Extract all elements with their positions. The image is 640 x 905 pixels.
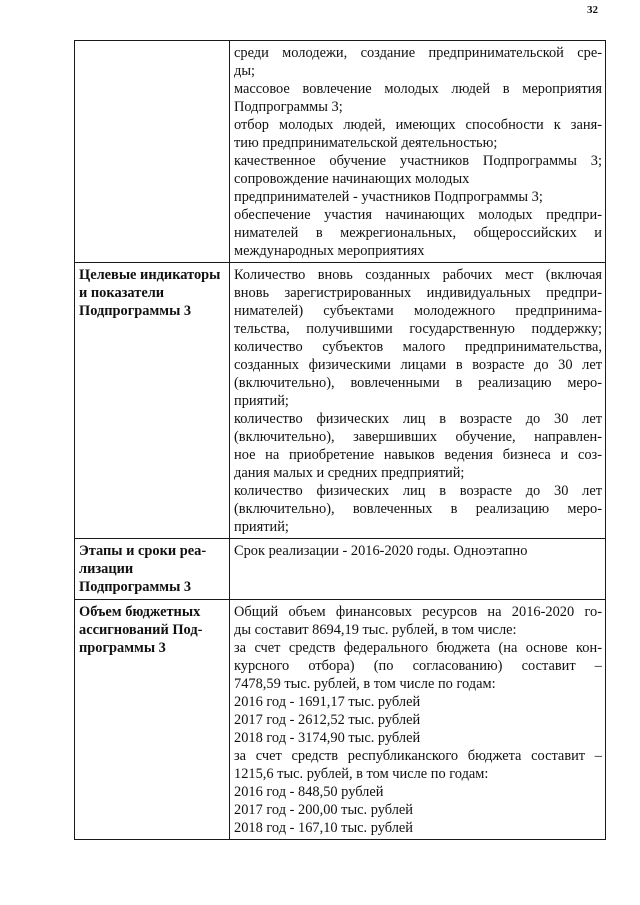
row-content-line: Срок реализации - 2016-2020 годы. Одноэтапно	[234, 543, 528, 559]
row-content-line: сопровождение начинающих молодых	[234, 171, 470, 187]
row-content-cell	[230, 600, 606, 840]
row-content-line: вновь зарегистрированных индивидуальных предпри-	[234, 285, 602, 301]
table-row	[75, 41, 606, 263]
row-label-line: Целевые индикаторы	[79, 267, 221, 283]
row-content-line: приятий;	[234, 519, 289, 535]
table-row	[75, 539, 606, 600]
row-content-line: курсного отбора) (по согласованию) составит –	[234, 658, 602, 674]
row-content-line: 2018 год - 3174,90 тыс. рублей	[234, 730, 421, 746]
row-content-line: отбор молодых людей, имеющих способности к заня-	[234, 117, 602, 133]
row-content-line: созданных физическими лицами в возрасте до 30 лет	[234, 357, 602, 373]
row-content-line: 2017 год - 2612,52 тыс. рублей	[234, 712, 421, 728]
row-content-line: ное на приобретение навыков ведения бизнеса и соз-	[234, 447, 602, 463]
row-content-line: нимателей в межрегиональных, общероссийских и	[234, 225, 602, 241]
row-content-line: (включительно), завершивших обучение, направлен-	[234, 429, 602, 445]
row-label-line: Объем бюджетных	[79, 604, 201, 620]
row-content-cell	[230, 263, 606, 539]
row-content-line: (включительно), вовлеченными в реализацию меро-	[234, 375, 602, 391]
row-content-line: 1215,6 тыс. рублей, в том числе по годам:	[234, 766, 489, 782]
row-content-line: 2016 год - 1691,17 тыс. рублей	[234, 694, 421, 710]
row-content-line: приятий;	[234, 393, 289, 409]
row-label-cell	[75, 41, 230, 263]
row-label-cell	[75, 263, 230, 539]
row-label-line: Подпрограммы 3	[79, 579, 192, 595]
table-row	[75, 263, 606, 539]
row-content-line: среди молодежи, создание предпринимательской сре-	[234, 45, 602, 61]
row-label-line: лизации	[79, 561, 134, 577]
subprogram-passport-table	[74, 40, 606, 840]
row-content-line: массовое вовлечение молодых людей в мероприятия	[234, 81, 602, 97]
row-label-cell	[75, 600, 230, 840]
row-content-line: Количество вновь созданных рабочих мест (включая	[234, 267, 602, 283]
table-row	[75, 600, 606, 840]
row-content-line: Общий объем финансовых ресурсов на 2016-2020 го-	[234, 604, 602, 620]
row-content-line: обеспечение участия начинающих молодых предпри-	[234, 207, 602, 223]
row-label-cell	[75, 539, 230, 600]
row-content-line: тельства, получившими государственную поддержку;	[234, 321, 602, 337]
row-label-line: Этапы и сроки реа-	[79, 543, 207, 559]
row-content-line: 2017 год - 200,00 тыс. рублей	[234, 802, 413, 818]
row-content-line: предпринимателей - участников Подпрограммы 3;	[234, 189, 543, 205]
row-content-line: 7478,59 тыс. рублей, в том числе по годам:	[234, 676, 496, 692]
row-content-line: международных мероприятиях	[234, 243, 425, 259]
row-content-line: ды;	[234, 63, 255, 79]
row-content-line: количество субъектов малого предпринимательства,	[234, 339, 602, 355]
row-content-line: качественное обучение участников Подпрограммы 3;	[234, 153, 602, 169]
row-content-cell	[230, 41, 606, 263]
row-label-line: Подпрограммы 3	[79, 303, 192, 319]
row-content-line: за счет средств республиканского бюджета составит –	[234, 748, 602, 764]
row-label-line: и показатели	[79, 285, 165, 301]
row-content-line: дания малых и средних предприятий;	[234, 465, 465, 481]
row-content-line: тию предпринимательской деятельностью;	[234, 135, 498, 151]
row-content-line: (включительно), вовлеченных в реализацию меро-	[234, 501, 602, 517]
page-number: 32	[587, 4, 598, 16]
row-content-line: 2018 год - 167,10 тыс. рублей	[234, 820, 413, 836]
row-content-line: 2016 год - 848,50 рублей	[234, 784, 384, 800]
row-label-line: программы 3	[79, 640, 166, 656]
row-label-line: ассигнований Под-	[79, 622, 203, 638]
row-content-line: нимателей) субъектами молодежного предпринима-	[234, 303, 602, 319]
row-content-cell	[230, 539, 606, 600]
row-content-line: за счет средств федерального бюджета (на основе кон-	[234, 640, 602, 656]
row-content-line: количество физических лиц в возрасте до 30 лет	[234, 483, 602, 499]
row-content-line: количество физических лиц в возрасте до 30 лет	[234, 411, 602, 427]
row-content-line: Подпрограммы 3;	[234, 99, 343, 115]
row-content-line: ды составит 8694,19 тыс. рублей, в том числе:	[234, 622, 517, 638]
